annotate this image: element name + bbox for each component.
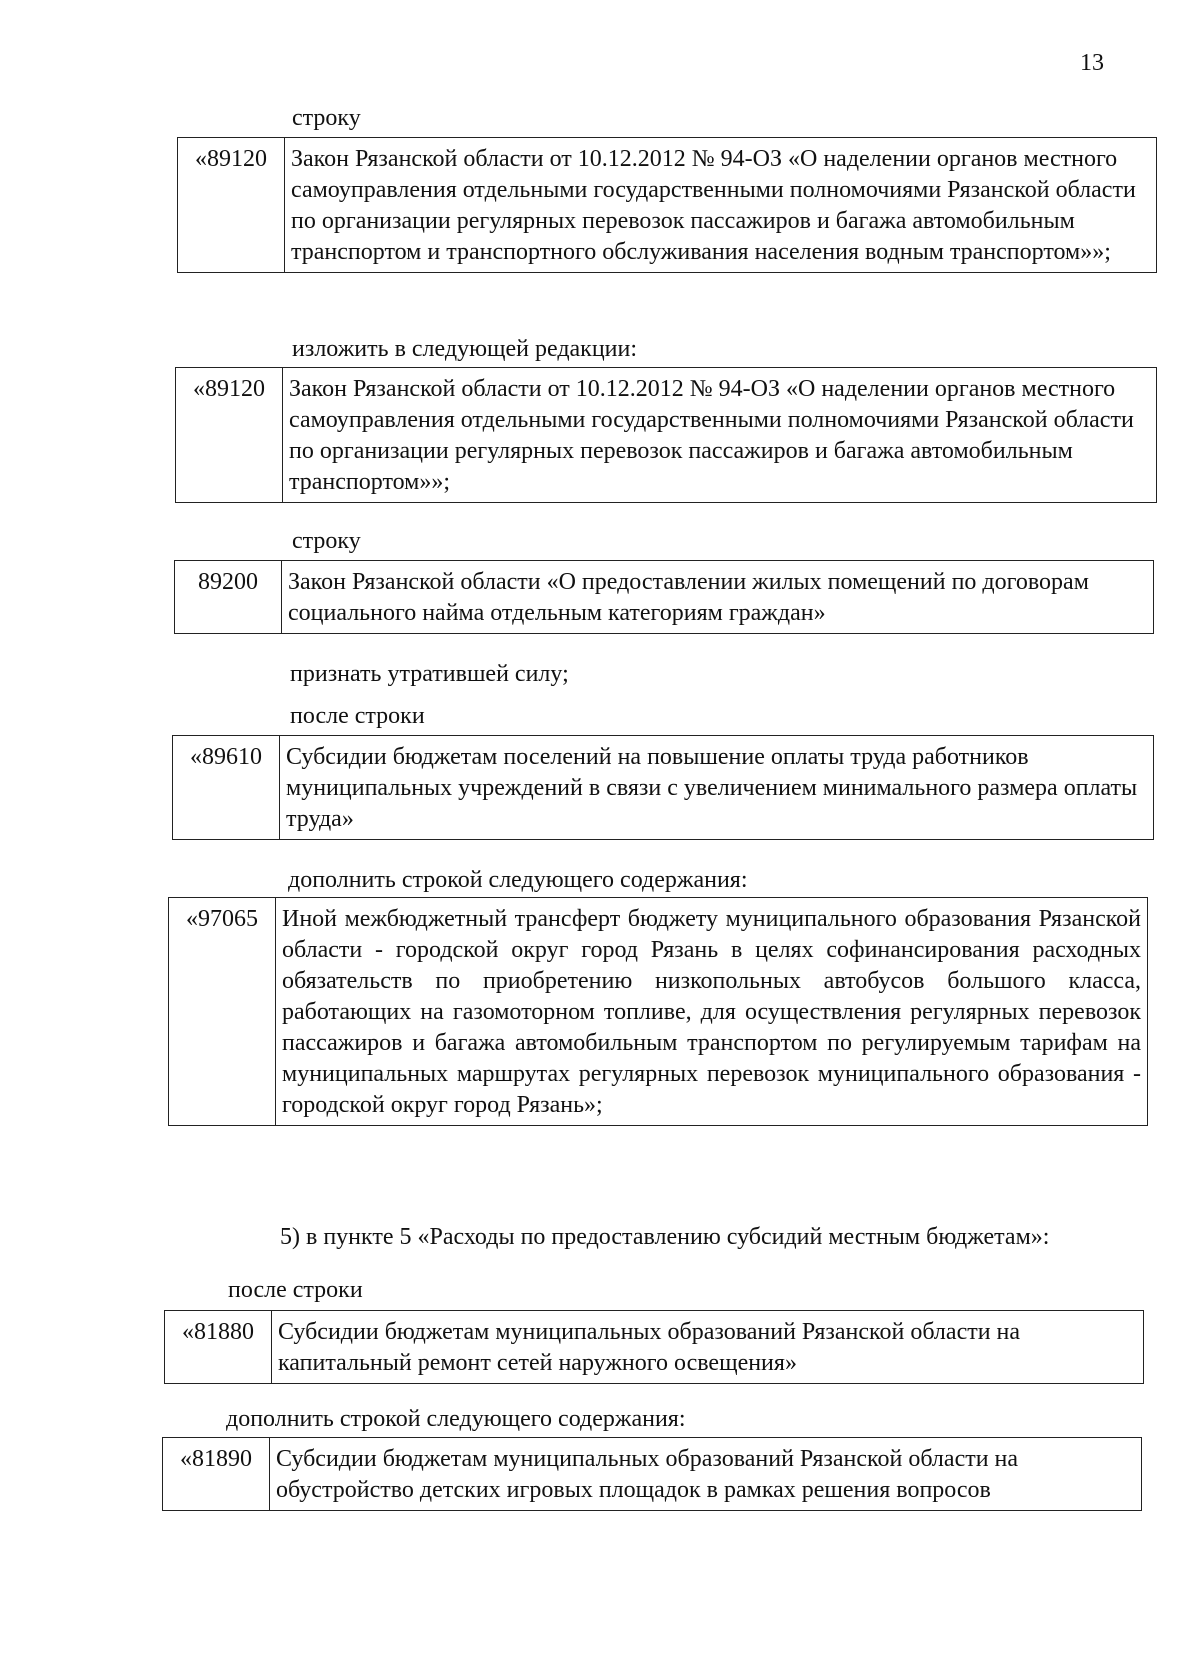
instruction-label: после строки	[228, 1277, 363, 1303]
budget-code: «97065	[169, 898, 276, 1126]
code-table	[174, 560, 1154, 634]
page-number: 13	[1080, 50, 1104, 76]
budget-description: Закон Рязанской области от 10.12.2012 № 94-ОЗ «О наделении органов местного самоуправления отдельными государственными полномочиями Рязанской области по организации регулярных перевозок пассажиров и багажа автомобильным транспортом и транспортного обслуживания населения водным транспортом»»;	[285, 138, 1157, 273]
code-table	[168, 897, 1148, 1126]
repeal-note: признать утратившей силу;	[290, 661, 569, 687]
budget-code: «89610	[173, 736, 280, 840]
code-table	[172, 735, 1154, 840]
instruction-label: дополнить строкой следующего содержания:	[288, 867, 748, 893]
code-table	[177, 137, 1157, 273]
instruction-label: дополнить строкой следующего содержания:	[226, 1406, 686, 1432]
item-5-heading: 5) в пункте 5 «Расходы по предоставлению субсидий местным бюджетам»:	[280, 1224, 1050, 1250]
code-table	[175, 367, 1157, 503]
instruction-label: строку	[292, 528, 361, 554]
instruction-label: изложить в следующей редакции:	[292, 336, 638, 362]
instruction-label: после строки	[290, 703, 425, 729]
instruction-label: строку	[292, 105, 361, 131]
budget-description: Субсидии бюджетам муниципальных образований Рязанской области на капитальный ремонт сетей наружного освещения»	[272, 1311, 1144, 1384]
budget-description: Субсидии бюджетам поселений на повышение оплаты труда работников муниципальных учреждений в связи с увеличением минимального размера оплаты труда»	[280, 736, 1154, 840]
budget-description: Закон Рязанской области от 10.12.2012 № 94-ОЗ «О наделении органов местного самоуправления отдельными государственными полномочиями Рязанской области по организации регулярных перевозок пассажиров и багажа автомобильным транспортом»»;	[283, 368, 1157, 503]
budget-code: «89120	[176, 368, 283, 503]
budget-description: Закон Рязанской области «О предоставлении жилых помещений по договорам социального найма отдельным категориям граждан»	[282, 561, 1154, 634]
code-table	[164, 1310, 1144, 1384]
budget-code: «81890	[163, 1438, 270, 1511]
budget-description: Субсидии бюджетам муниципальных образований Рязанской области на обустройство детских игровых площадок в рамках решения вопросов	[270, 1438, 1142, 1511]
budget-code: «81880	[165, 1311, 272, 1384]
budget-description: Иной межбюджетный трансферт бюджету муниципального образования Рязанской области - городской округ город Рязань в целях софинансирования расходных обязательств по приобретению низкопольных автобусов большого класса, работающих на газомоторном топливе, для осуществления регулярных перевозок пассажиров и багажа автомобильным транспортом по регулируемым тарифам на муниципальных маршрутах регулярных перевозок муниципального образования - городской округ город Рязань»;	[276, 898, 1148, 1126]
budget-code: 89200	[175, 561, 282, 634]
code-table	[162, 1437, 1142, 1511]
budget-code: «89120	[178, 138, 285, 273]
